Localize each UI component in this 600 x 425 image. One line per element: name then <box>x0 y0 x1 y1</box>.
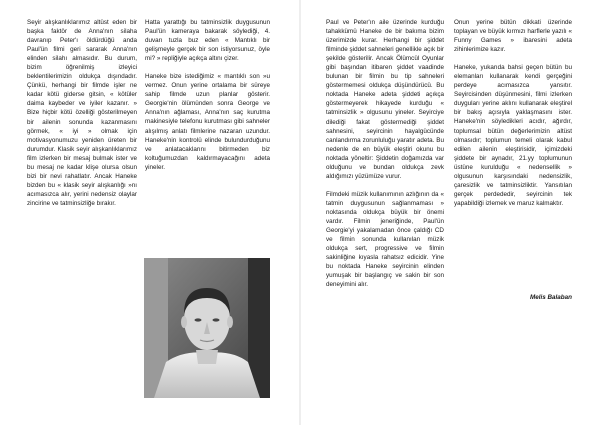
film-still-photo <box>144 258 270 398</box>
film-still-icon <box>144 258 270 398</box>
paragraph: Haneke, yukarıda bahsi geçen bütün bu elemanları kullanarak kendi gerçeğini perdeye acımasızca yansıtır. Seyircisinden düşünmesini, filmi izlerken duyguları yerine aklını kullanarak eleştirel bir bakış açısıyla yaklaşmasını ister. Haneke'nin söyledikleri acıdır, ağırdır, toplumsal bütün değerlerimizin altüst olmasıdır; toplumun temeli olarak kabul edilen ailenin eleştirisidir, içimizdeki şiddete bir aynadır, 21.yy toplumunun üstüne kurulduğu « nedensellik » olgusunun karşısındaki nedensizlik, çaresizlik ve tatminsizliktir. Yansıtılan gerçek perdededir, seyircinin tek yapabildiği izlemek ve maruz kalmaktır. <box>454 64 572 207</box>
page-gutter <box>299 0 301 425</box>
column-2 <box>145 18 270 258</box>
author-signature: Melis Balaban <box>530 294 572 301</box>
paragraph: Haneke bize istediğimiz « mantıklı son »u vermez. Onun yerine ortalama bir süreye sahip filmde uzun planlar gösterir. Georgie'nin ölümünden sonra George ve Anna'nın ağlaması, Anna'nın saç kurutma makinesiyle telefonu kurutması gibi sahneler alışılmış anlatı filmlerine nazaran uzundur. Haneke'nin kontrolü elinde bulundurduğunu ve anlatacaklarını bitirmeden biz koltuğumuzdan kaldırmayacağını adeta yineler. <box>145 73 270 171</box>
column-1 <box>27 18 137 418</box>
column-3 <box>326 18 444 418</box>
paragraph: Onun yerine bütün dikkati üzerinde toplayan ve büyük kırmızı harflerle yazılı « Funny Games » ibaresini adeta zihinlerimize kazır. <box>454 19 572 54</box>
paragraph: Paul ve Peter'ın aile üzerinde kurduğu tahakkümü Haneke de bir bakıma bizim üzerimizde kurar. Herhangi bir şiddet filminde şiddet sahneleri genellikle açık bir şekilde gösterilir. Ancak Ölümcül Oyunlar gibi başından itibaren şiddet vaadinde bulunan bir filmin bu tip sahneleri göstermemesi oldukça düşündürücü. Bu noktada Haneke adeta şiddeti açıkça göstermeyerek hikayede kurduğu « tatminsizlik » olgusunu yineler. Seyirciye dilediği fakat göstermediği şiddet sahnesini, seyircinin hayalgücünde canlandırma zorunluluğu yaratır adeta. Bu nedenle de en büyük eleştiri okunu bu noktada yöneltir: Şiddetin doğamızda var olduğunu ve bundan oldukça zevk aldığımızı yüzümüze vurur. <box>326 19 444 180</box>
paragraph: Hatta yarattığı bu tatminsizlik duygusunun Paul'ün kameraya bakarak söylediği, 4. duvarı tuzla buz eden « Mantıklı bir gelişmeyle gerçek bir son istiyorsunuz, öyle mi? » repliğiyle açıkça altını çizer. <box>145 19 270 63</box>
column-4 <box>454 18 572 278</box>
paragraph: Seyir alışkanlıklarımız altüst eden bir başka faktör de Anna'nın silaha davranıp Peter'ı öldürdüğü anda Paul'ün filmi geri sararak Anna'nın elinden silahı almasıdır. Bu durum, bizim öğrenilmiş izleyici beklentilerimizin oldukça dışındadır. Çünkü, herhangi bir filmde işler ne kadar kötü giderse gitsin, « kötüler daima kaybeder ve iyiler kazanır. » Bize hiçbir kötü özelliği gösterilmeyen bir ailenin sonunda kazanmasını görmek, « iyi » olmak için motivasyonumuzu yeniden üreten bir durumdur. Klasik seyir alışkanlıklarımız film izlerken bir mesaj bulmak ister ve bu mesaj ne kadar klişe olursa olsun bizi bir nevi rahatlatır. Ancak Haneke bizden bu « klasik seyir alışkanlığı »nı acımasızca alır, yerini nedensiz olaylar zincirine ve tatminsizliğe bırakır. <box>27 19 137 207</box>
paragraph: Filmdeki müzik kullanımının azlığının da « tatmin duygusunun sağlanmaması » noktasında oldukça büyük bir önemi vardır. Filmin jeneriğinde, Paul'ün Georgie'yi yakalamadan önce çaldığı CD ve filmin sonunda kullanılan müzik oldukça sert, progressive ve filmin sakinliğine kıyasla rahatsız edicidir. Yine bu noktada Haneke seyircinin elinden yumuşak bir başlangıç ve sakin bir son deneyimini alır. <box>326 190 444 289</box>
